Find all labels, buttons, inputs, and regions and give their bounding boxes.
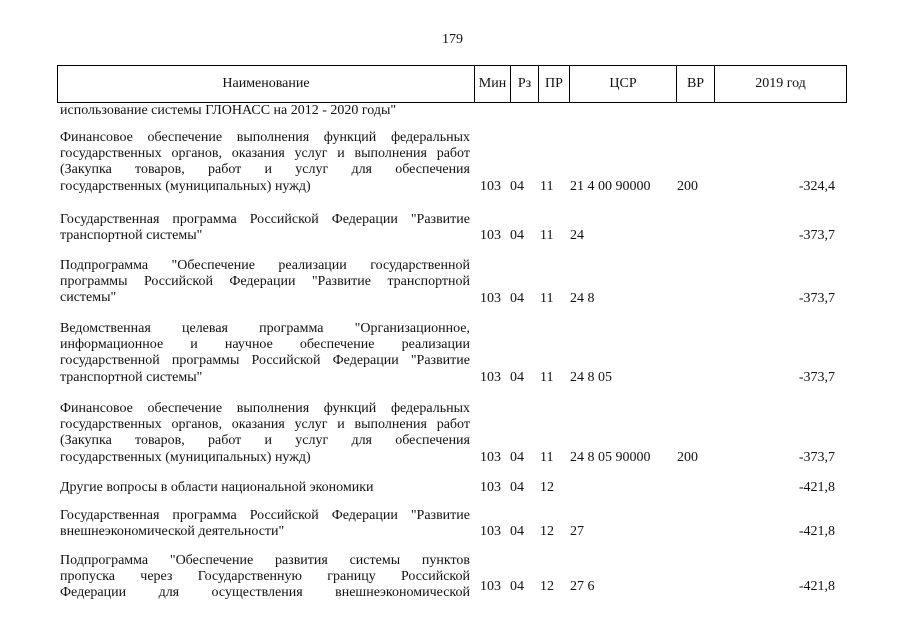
cell-rz: 04 (510, 480, 524, 495)
cell-csr: 27 6 (570, 579, 595, 594)
row-name-line: Государственная программа Российской Федерации "Развитие (60, 508, 470, 523)
cell-min: 103 (480, 450, 501, 465)
cell-pr: 11 (540, 291, 554, 306)
row-name-line: государственных органов, оказания услуг и выполнения работ (60, 146, 470, 162)
row-name-line: государственных (муниципальных) нужд) (60, 449, 311, 465)
header-vr: ВР (677, 66, 715, 103)
cell-vr: 200 (677, 179, 698, 194)
row-name (60, 480, 470, 496)
row-name-line: информационное и научное обеспечение реализации (60, 337, 470, 353)
header-year: 2019 год (715, 66, 847, 103)
cell-value: -324,4 (798, 179, 835, 194)
cell-csr: 24 8 05 90000 (570, 450, 651, 465)
cell-rz: 04 (510, 579, 524, 594)
cell-rz: 04 (510, 524, 524, 539)
header-row (58, 66, 847, 103)
row-name-line: программы Российской Федерации "Развитие транспортной (60, 274, 470, 290)
cell-min: 103 (480, 228, 501, 243)
row-name-line: Финансовое обеспечение выполнения функций федеральных (60, 401, 470, 416)
cell-csr: 21 4 00 90000 (570, 179, 651, 194)
cell-value: -373,7 (798, 291, 835, 306)
cell-min: 103 (480, 480, 501, 495)
table-row (0, 508, 905, 540)
cell-rz: 04 (510, 291, 524, 306)
cell-min: 103 (480, 579, 501, 594)
table-row (0, 553, 905, 602)
row-name-line: Государственная программа Российской Федерации "Развитие (60, 212, 470, 227)
table-row (0, 258, 905, 307)
cell-pr: 12 (540, 579, 554, 594)
row-name-line: Подпрограмма "Обеспечение развития системы пунктов (60, 553, 470, 568)
row-name (60, 401, 470, 466)
row-name (60, 321, 470, 386)
table-row (0, 321, 905, 386)
cell-csr: 24 8 05 (570, 370, 612, 385)
cell-value: -373,7 (798, 228, 835, 243)
table-row (0, 130, 905, 195)
cell-value: -373,7 (798, 450, 835, 465)
cell-rz: 04 (510, 228, 524, 243)
row-name (60, 508, 470, 540)
cell-value: -421,8 (798, 524, 835, 539)
cell-pr: 12 (540, 524, 554, 539)
row-name-line: транспортной системы" (60, 228, 203, 244)
row-name-line: (Закупка товаров, работ и услуг для обеспечения (60, 162, 470, 178)
row-name-line: использование системы ГЛОНАСС на 2012 - 2020 годы" (60, 103, 397, 118)
cell-pr: 11 (540, 179, 554, 194)
row-name-line: (Закупка товаров, работ и услуг для обеспечения (60, 433, 470, 449)
table-row (0, 212, 905, 244)
cell-rz: 04 (510, 179, 524, 194)
table-row (0, 401, 905, 466)
cell-min: 103 (480, 179, 501, 194)
cell-pr: 11 (540, 450, 554, 465)
header-csr: ЦСР (570, 66, 677, 103)
row-name (60, 103, 470, 119)
row-name (60, 130, 470, 195)
row-name-line: системы" (60, 290, 117, 306)
row-name-line: Финансовое обеспечение выполнения функций федеральных (60, 130, 470, 145)
cell-rz: 04 (510, 450, 524, 465)
row-name-line: государственной программы Российской Федерации "Развитие (60, 353, 470, 369)
cell-vr: 200 (677, 450, 698, 465)
cell-csr: 27 (570, 524, 584, 539)
column-header-table (57, 65, 847, 103)
cell-min: 103 (480, 524, 501, 539)
cell-value: -421,8 (798, 480, 835, 495)
table-row (0, 480, 905, 496)
cell-pr: 11 (540, 228, 554, 243)
page-number: 179 (442, 32, 463, 47)
table-row (0, 103, 905, 119)
header-rz: Рз (511, 66, 539, 103)
cell-rz: 04 (510, 370, 524, 385)
row-name-line: государственных органов, оказания услуг и выполнения работ (60, 417, 470, 433)
row-name-line: Подпрограмма "Обеспечение реализации государственной (60, 258, 470, 273)
cell-csr: 24 8 (570, 291, 595, 306)
cell-min: 103 (480, 291, 501, 306)
header-pr: ПР (539, 66, 570, 103)
header-name: Наименование (58, 66, 475, 103)
row-name-line: пропуска через Государственную границу Российской (60, 569, 470, 585)
row-name (60, 258, 470, 307)
cell-value: -373,7 (798, 370, 835, 385)
cell-pr: 11 (540, 370, 554, 385)
row-name-line: Ведомственная целевая программа "Организационное, (60, 321, 470, 336)
cell-csr: 24 (570, 228, 584, 243)
cell-pr: 12 (540, 480, 554, 495)
row-name-line: транспортной системы" (60, 369, 203, 385)
cell-value: -421,8 (798, 579, 835, 594)
row-name-line: внешнеэкономической деятельности" (60, 524, 285, 540)
row-name-line: Федерации для осуществления внешнеэкономической (60, 585, 470, 601)
row-name (60, 212, 470, 244)
row-name (60, 553, 470, 602)
header-min: Мин (475, 66, 511, 103)
row-name-line: Другие вопросы в области национальной экономики (60, 480, 374, 495)
cell-min: 103 (480, 370, 501, 385)
row-name-line: государственных (муниципальных) нужд) (60, 178, 311, 194)
